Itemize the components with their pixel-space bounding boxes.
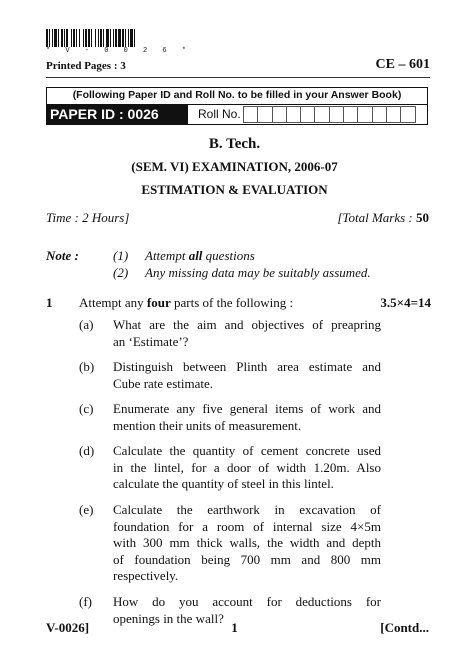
part-line: calculate the quantity of steel in this lintel. <box>113 476 334 491</box>
part-line: in the lintel, for a door of width 1.20m. Also <box>113 459 381 475</box>
part-label: (b) <box>79 359 95 374</box>
barcode-text: * V - 0 0 2 6 * <box>46 47 192 55</box>
total-marks-label: [Total Marks : <box>337 210 416 225</box>
roll-no-box <box>357 106 372 123</box>
exam-title: (SEM. VI) EXAMINATION, 2006-07 <box>131 159 338 174</box>
part-line: with 300 mm thick walls, the width and depth <box>113 535 381 550</box>
instruction-text: (Following Paper ID and Roll No. to be filled in your Answer Book) <box>72 89 402 101</box>
note-label: Note : <box>46 248 79 263</box>
roll-no-box <box>343 106 358 123</box>
note-item-number: (2) <box>113 265 129 280</box>
question-text: Attempt any four parts of the following : <box>79 295 294 310</box>
part-line: respectively. <box>113 568 179 583</box>
paper-id: PAPER ID : 0026 <box>47 105 188 124</box>
part-line: mention their units of measurement. <box>113 417 302 433</box>
question-marks: 3.5×4=14 <box>380 295 431 310</box>
footer-code: V-0026] <box>46 620 90 635</box>
part-line: an ‘Estimate’? <box>113 333 189 349</box>
page-number: 1 <box>231 620 238 635</box>
part-label: (c) <box>79 401 94 416</box>
part-label: (f) <box>79 594 92 609</box>
roll-no-box <box>243 106 258 123</box>
note-item-number: (1) <box>113 248 129 263</box>
question-number: 1 <box>46 295 53 310</box>
note-item-text: Any missing data may be suitably assumed. <box>145 265 371 280</box>
part-label: (a) <box>79 317 94 332</box>
part-line: What are the aim and objectives of preapring <box>113 317 381 332</box>
course-code: CE – 601 <box>375 57 430 72</box>
part-text <box>113 502 381 585</box>
total-marks <box>337 210 429 226</box>
part-label: (e) <box>79 502 94 517</box>
degree-title: B. Tech. <box>208 136 261 152</box>
continued-label: [Contd... <box>380 620 429 635</box>
part-line: Calculate the quantity of cement concrete used <box>113 443 381 458</box>
part-text <box>113 359 381 392</box>
total-marks-value: 50 <box>416 210 429 225</box>
part-line: foundation for a room of internal size 4×5m <box>113 518 381 534</box>
part-line: Calculate the earthwork in excavation of <box>113 502 381 517</box>
part-label: (d) <box>79 443 95 458</box>
roll-no-label: Roll No. <box>198 107 241 121</box>
roll-no-box <box>300 106 315 123</box>
printed-pages: Printed Pages : 3 <box>46 60 126 72</box>
roll-no-box <box>257 106 272 123</box>
roll-no-box <box>329 106 344 123</box>
part-line: Enumerate any five general items of work and <box>113 401 381 416</box>
part-line: of foundation being 700 mm and 800 mm <box>113 551 381 567</box>
part-line: How do you account for deductions for <box>113 594 381 609</box>
part-line: Cube rate estimate. <box>113 375 213 391</box>
roll-no-box <box>400 106 415 123</box>
header-rule <box>46 77 430 78</box>
part-text <box>113 317 381 350</box>
roll-no-boxes <box>243 106 415 123</box>
roll-no-box <box>314 106 329 123</box>
barcode <box>46 29 192 47</box>
roll-no-box <box>372 106 387 123</box>
part-text <box>113 443 381 493</box>
roll-no-box <box>272 106 287 123</box>
note-item-text: Attempt all questions <box>145 248 255 263</box>
part-line: openings in the wall? <box>113 610 224 626</box>
subject-title: ESTIMATION & EVALUATION <box>141 182 328 197</box>
roll-no-box <box>386 106 401 123</box>
part-text <box>113 401 381 434</box>
part-line: Distinguish between Plinth area estimate and <box>113 359 381 374</box>
time-allowed: Time : 2 Hours] <box>46 210 130 225</box>
roll-no-box <box>286 106 301 123</box>
